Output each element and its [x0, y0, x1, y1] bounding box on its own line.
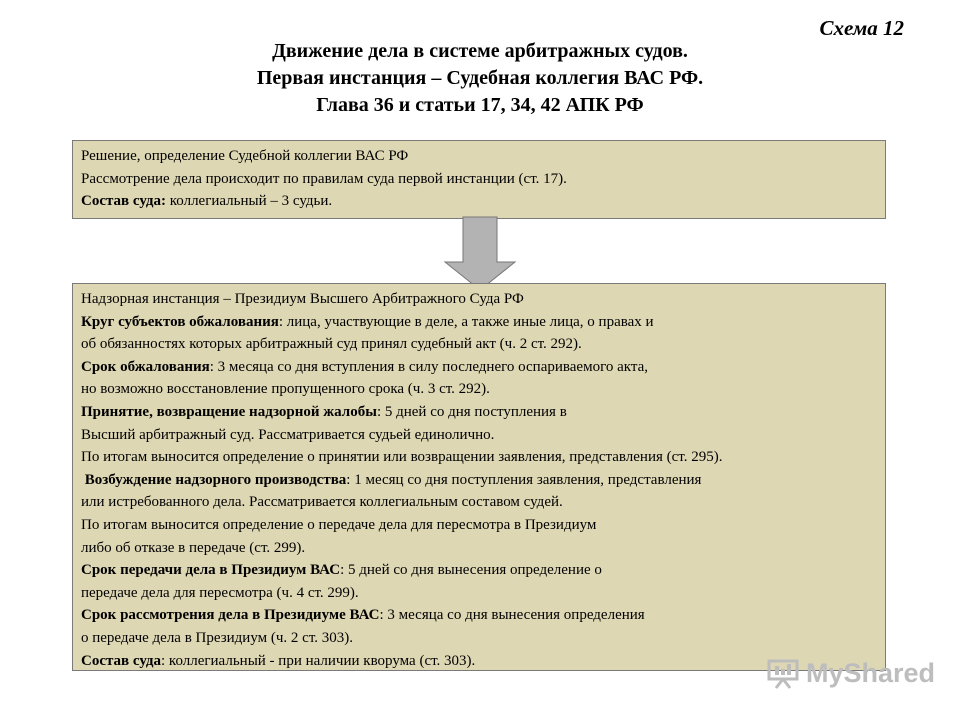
- text-line: Решение, определение Судебной коллегии ВАС РФ: [81, 148, 409, 164]
- arrow-shape: [445, 217, 515, 290]
- supervisory-instance-box: [72, 283, 886, 671]
- text-line: Срок рассмотрения дела в Президиуме ВАС: 3 месяца со дня вынесения определения: [81, 607, 645, 624]
- title-line: Движение дела в системе арбитражных судов.: [272, 40, 688, 62]
- decision-box: [72, 140, 886, 219]
- text-line: о передаче дела в Президиум (ч. 2 ст. 303).: [81, 629, 353, 646]
- text-line: По итогам выносится определение о передаче дела для пересмотра в Президиум: [81, 516, 597, 533]
- text-line: Рассмотрение дела происходит по правилам суда первой инстанции (ст. 17).: [81, 170, 567, 187]
- text-line: Срок передачи дела в Президиум ВАС: 5 дней со дня вынесения определение о: [81, 562, 602, 579]
- down-arrow-icon: [443, 216, 517, 292]
- text-line: об обязанностях которых арбитражный суд принял судебный акт (ч. 2 ст. 292).: [81, 336, 582, 353]
- title-line: Глава 36 и статьи 17, 34, 42 АПК РФ: [316, 94, 644, 116]
- text-line: либо об отказе в передаче (ст. 299).: [81, 539, 306, 556]
- watermark: [766, 657, 935, 689]
- text-line: Круг субъектов обжалования: лица, участвующие в деле, а также иные лица, о правах и: [81, 313, 654, 330]
- text-line: передаче дела для пересмотра (ч. 4 ст. 299).: [81, 584, 359, 601]
- watermark-text: MyShared: [806, 657, 936, 688]
- text-line: или истребованного дела. Рассматривается коллегиальным составом судей.: [81, 494, 563, 511]
- page-title: [0, 38, 960, 119]
- text-line: Высший арбитражный суд. Рассматривается судьей единолично.: [81, 426, 495, 443]
- title-line: Первая инстанция – Судебная коллегия ВАС РФ.: [256, 67, 704, 89]
- presentation-board-icon: [766, 657, 800, 689]
- scheme-label: Схема 12: [819, 16, 904, 40]
- text-line: Возбуждение надзорного производства: 1 месяц со дня поступления заявления, представления: [81, 471, 702, 488]
- text-line: По итогам выносится определение о принятии или возвращении заявления, представления (ст. 295).: [81, 449, 723, 466]
- text-line: Надзорная инстанция – Президиум Высшего Арбитражного Суда РФ: [81, 291, 524, 307]
- text-line: Состав суда: коллегиальный – 3 судьи.: [81, 193, 333, 210]
- text-line: Срок обжалования: 3 месяца со дня вступления в силу последнего оспариваемого акта,: [81, 358, 648, 375]
- text-line: Принятие, возвращение надзорной жалобы: 5 дней со дня поступления в: [81, 403, 567, 420]
- text-line: Состав суда: коллегиальный - при наличии кворума (ст. 303).: [81, 652, 476, 669]
- text-line: но возможно восстановление пропущенного срока (ч. 3 ст. 292).: [81, 381, 490, 398]
